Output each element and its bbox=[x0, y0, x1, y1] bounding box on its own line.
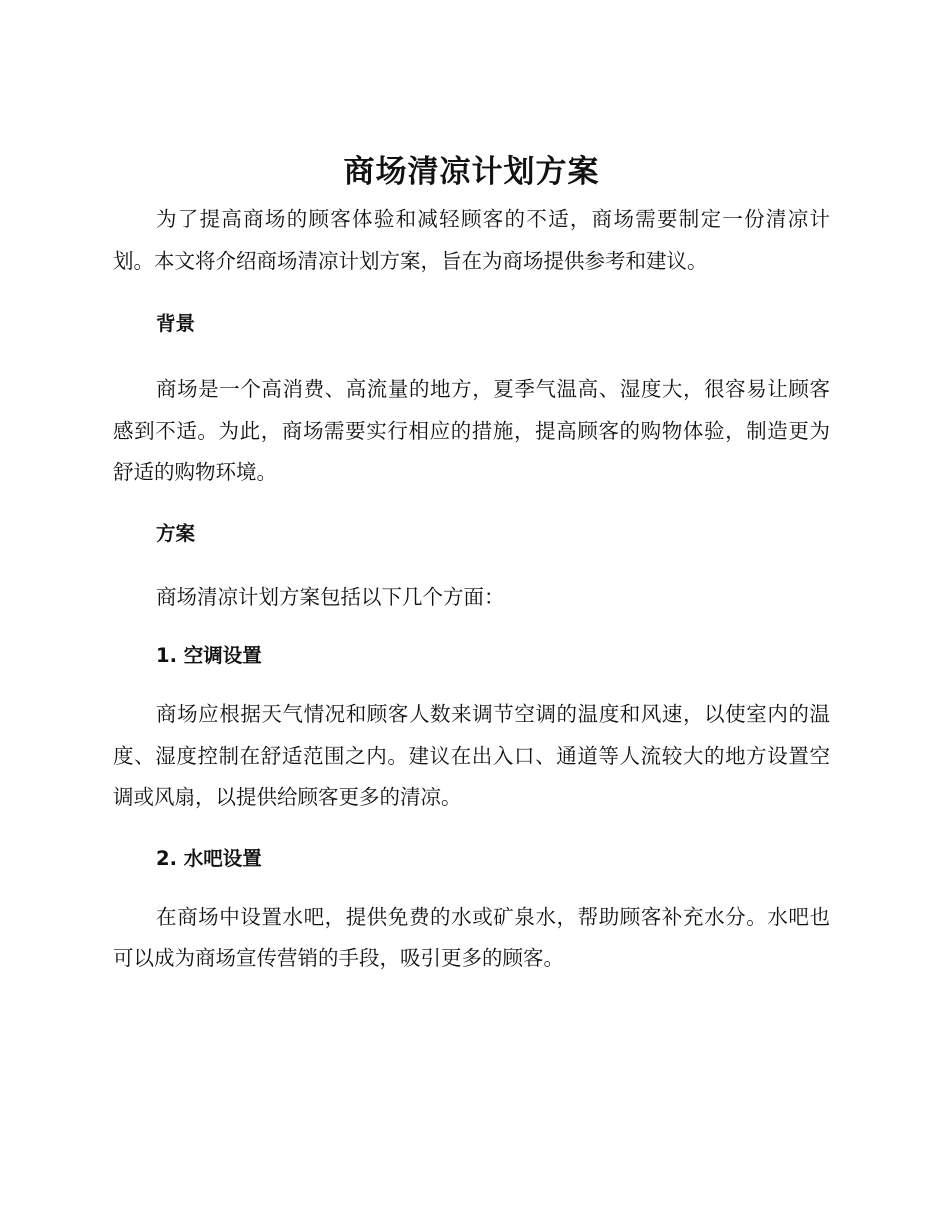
document-title: 商场清凉计划方案 bbox=[343, 154, 600, 190]
intro-paragraph: 为了提高商场的顾客体验和减轻顾客的不适，商场需要制定一份清凉计划。本文将介绍商场清凉计划方案，旨在为商场提供参考和建议。 bbox=[113, 207, 830, 273]
section-body-water-bar: 在商场中设置水吧，提供免费的水或矿泉水，帮助顾客补充水分。水吧也可以成为商场宣传营销的手段，吸引更多的顾客。 bbox=[113, 904, 830, 970]
section-body-plan: 商场清凉计划方案包括以下几个方面： bbox=[156, 584, 505, 609]
section-heading-background: 背景 bbox=[156, 312, 196, 335]
section-heading-air-conditioning: 1. 空调设置 bbox=[156, 644, 262, 667]
section-heading-plan: 方案 bbox=[156, 521, 196, 545]
section-body-background: 商场是一个高消费、高流量的地方，夏季气温高、湿度大，很容易让顾客感到不适。为此，商场需要实行相应的措施，提高顾客的购物体验，制造更为舒适的购物环境。 bbox=[113, 377, 830, 484]
section-body-air-conditioning: 商场应根据天气情况和顾客人数来调节空调的温度和风速，以使室内的温度、湿度控制在舒适范围之内。建议在出入口、通道等人流较大的地方设置空调或风扇，以提供给顾客更多的清凉。 bbox=[113, 702, 830, 809]
section-heading-water-bar: 2. 水吧设置 bbox=[156, 846, 262, 870]
document-page bbox=[113, 150, 830, 980]
